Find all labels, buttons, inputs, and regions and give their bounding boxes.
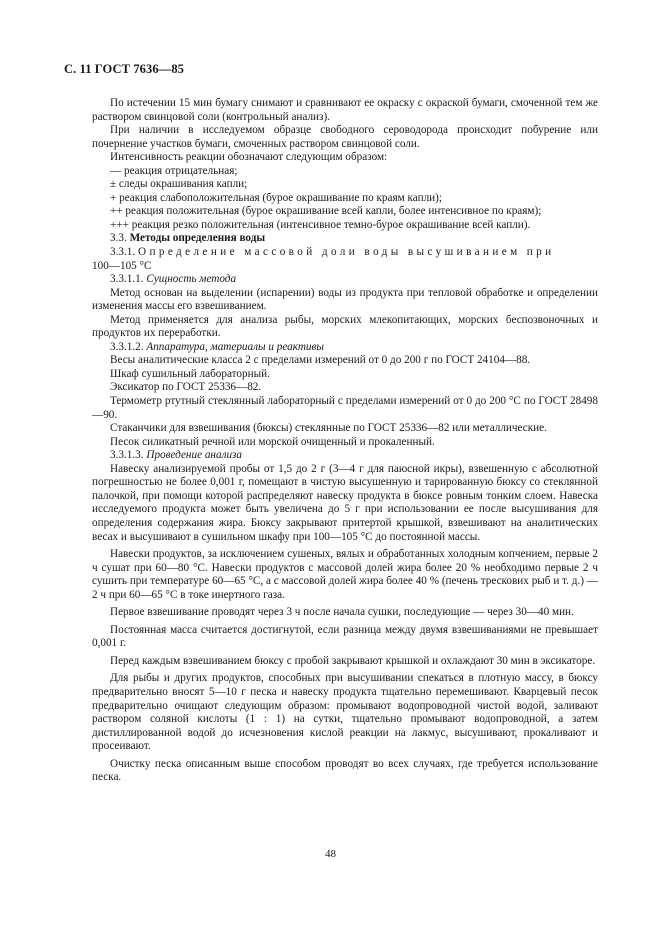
paragraph: Навеску анализируемой пробы от 1,5 до 2 г (3—4 г для паюсной икры), взвешенную с абсолютной погрешностью не более 0,001 г, помещают в чистую высушенную и тарированную бюксу со стеклянной палочкой, при помощи которой распределяют навеску продукта в бюксе ровным тонким слоем. Навеска исследуемого продукта может быть увеличена до 5 г при использовании ее после высушивания для определения содержания жира. Бюксу закрывают притертой крышкой, взвешивают на аналитических весах и высушивают в сушильном шкафу при 100—105 °С до постоянной массы. xyxy=(92,462,598,543)
clause-heading xyxy=(92,449,598,463)
paragraph: Песок силикатный речной или морской очищенный и прокаленный. xyxy=(110,435,435,448)
paragraph: Очистку песка описанным выше способом проводят во всех случаях, где требуется использование песка. xyxy=(92,757,598,784)
paragraph: Стаканчики для взвешивания (бюксы) стеклянные по ГОСТ 25336—82 или металлические. xyxy=(110,422,547,435)
list-item: +++ реакция резко положительная (интенсивное темно-бурое окрашивание всей капли). xyxy=(110,218,531,231)
paragraph: Метод основан на выделении (испарении) воды из продукта при тепловой обработке и определении изменения массы его взвешиванием. xyxy=(92,286,598,313)
section-title: Методы определения воды xyxy=(129,232,266,245)
page-number: 48 xyxy=(325,848,336,860)
paragraph: Первое взвешивание проводят через 3 ч после начала сушки, последующие — через 30—40 мин. xyxy=(110,606,574,619)
clause-heading xyxy=(92,341,598,355)
paragraph: Перед каждым взвешиванием бюксу с пробой закрывают крышкой и охлаждают 30 мин в эксикаторе. xyxy=(110,654,596,667)
paragraph: При наличии в исследуемом образце свободного сероводорода происходит побурение или почернение участков бумаги, смоченных раствором свинцовой соли. xyxy=(92,124,598,150)
paragraph: Для рыбы и других продуктов, способных при высушивании спекаться в плотную массу, в бюксу предварительно вносят 5—10 г песка и навеску продукта тщательно перемешивают. Кварцевый песок предварительно очищают следующим образом: промывают водопроводной чистой водой, заливают раствором соляной кислоты (1 : 1) на сутки, тщательно промывают водопроводной, а затем дистиллированной водой до исчезновения кислой реакции на лакмус, высушивают, прокаливают и просеивают. xyxy=(92,672,598,753)
section-heading xyxy=(92,232,598,246)
paragraph: Интенсивность реакции обозначают следующим образом: xyxy=(110,151,388,164)
list-item: — реакция отрицательная; xyxy=(110,164,238,177)
clause-number: 3.3.1.1. xyxy=(110,273,147,286)
list-item: ± следы окрашивания капли; xyxy=(110,178,248,191)
paragraph: Шкаф сушильный лабораторный. xyxy=(110,367,270,380)
paragraph: Весы аналитические класса 2 с пределами измерений от 0 до 200 г по ГОСТ 24104—88. xyxy=(110,354,531,367)
page-header: С. 11 ГОСТ 7636—85 xyxy=(64,62,185,76)
paragraph: Метод применяется для анализа рыбы, морских млекопитающих, морских беспозвоночных и продуктов их переработки. xyxy=(92,313,598,340)
subsection-number: 3.3.1. xyxy=(110,246,138,259)
subsection-title-continued: 100—105 °С xyxy=(92,259,152,272)
clause-number: 3.3.1.3. xyxy=(110,449,147,462)
paragraph: По истечении 15 мин бумагу снимают и сравнивают ее окраску с окраской бумаги, смоченной тем же раствором свинцовой соли (контрольный анализ). xyxy=(92,97,598,123)
subsection-title: Определение массовой доли воды высушиванием при xyxy=(137,246,555,259)
paragraph: Термометр ртутный стеклянный лабораторный с пределами измерений от 0 до 200 °С по ГОСТ 28498—90. xyxy=(92,395,598,421)
clause-heading xyxy=(92,273,598,287)
paragraph: Навески продуктов, за исключением сушеных, вялых и обработанных холодным копчением, первые 2 ч сушат при 60—80 °С. Навески продуктов с массовой долей жира более 20 % необходимо первые 2 ч сушить при температуре 60—65 °С, а с массовой долей жира более 40 % (печень трескових рыб и т. д.) — 2 ч при 60—65 °С в токе инертного газа. xyxy=(92,548,598,601)
section-number: 3.3. xyxy=(110,232,130,245)
paragraph: Постоянная масса считается достигнутой, если разница между двумя взвешиваниями не превышает 0,001 г. xyxy=(92,623,598,650)
paragraph: Эксикатор по ГОСТ 25336—82. xyxy=(110,381,262,394)
list-item: + реакция слабоположительная (бурое окрашивание по краям капли); xyxy=(110,191,442,204)
clause-title: Проведение анализа xyxy=(146,449,243,462)
document-body xyxy=(92,97,598,785)
clause-number: 3.3.1.2. xyxy=(110,340,147,353)
clause-title: Сущность метода xyxy=(146,273,237,286)
subsection-heading xyxy=(92,246,598,260)
list-item: ++ реакция положительная (бурое окрашивание всей капли, более интенсивное по краям); xyxy=(110,205,542,218)
clause-title: Аппаратура, материалы и реактивы xyxy=(146,340,324,353)
